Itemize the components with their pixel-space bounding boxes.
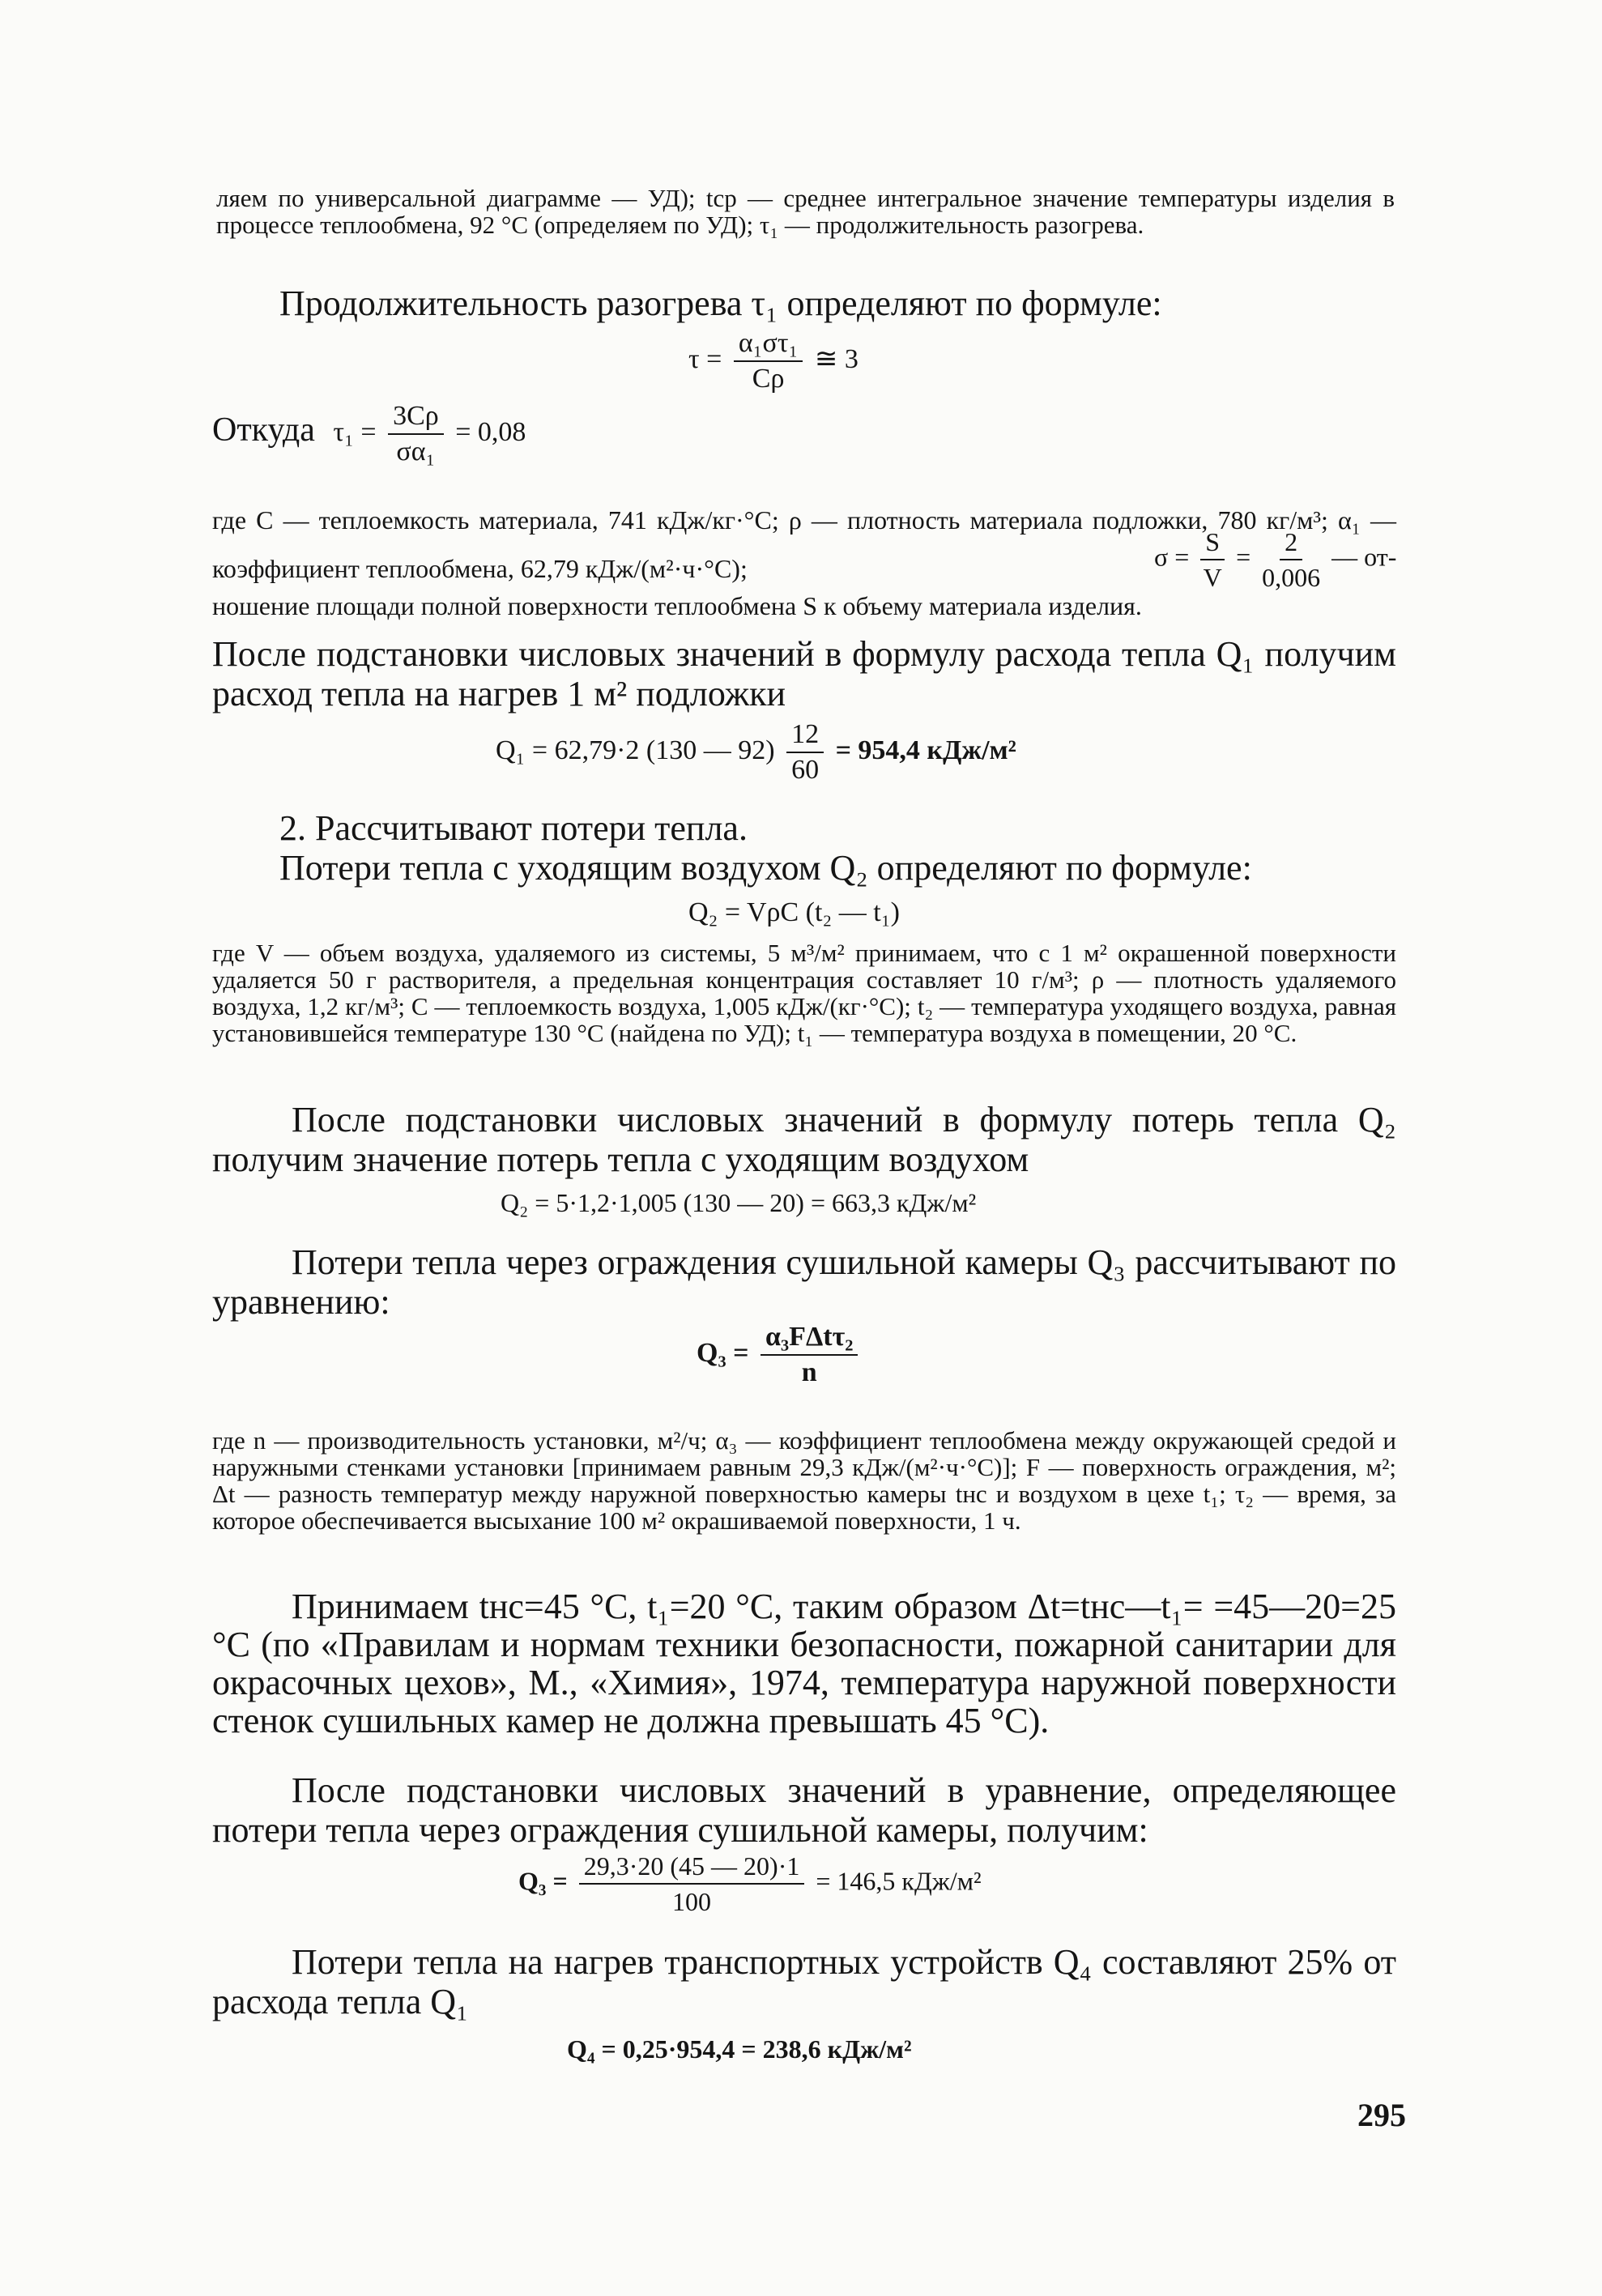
formula-q3-value-lhs: Q₃ = (518, 1866, 568, 1896)
formula-sigma-rhs: — от- (1331, 542, 1397, 572)
formula-tau-lhs: τ = (688, 343, 722, 374)
formula-q3-value-fraction (579, 1851, 805, 1917)
formula-tau1-lhs: τ₁ = (333, 416, 377, 447)
formula-q3 (697, 1322, 863, 1388)
formula-q3-value-denominator: 100 (672, 1887, 712, 1916)
formula-sigma-fraction-1 (1200, 526, 1225, 593)
formula-q3-value-numerator: 29,3·20 (45 — 20)·1 (579, 1851, 805, 1885)
formula-q1-denominator: 60 (791, 755, 820, 785)
formula-tau1-denominator: σα₁ (396, 437, 436, 466)
formula-q3-value (518, 1851, 982, 1917)
formula-sigma-num-2: 2 (1280, 526, 1302, 560)
formula-tau-fraction (734, 328, 803, 394)
formula-sigma-lhs: σ = (1154, 542, 1190, 572)
paragraph-q4-text: Потери тепла на нагрев транспортных устройств Q₄ составляют 25% от расхода тепла Q₁ (212, 1942, 1396, 2021)
formula-tau-numerator: α₁στ₁ (734, 328, 803, 362)
paragraph-where-1b: ношение площади полной поверхности теплообмена S к объему материала изделия. (212, 591, 1142, 620)
formula-tau-rhs: ≅ 3 (814, 343, 859, 374)
formula-tau1-fraction (388, 401, 444, 467)
formula-q2-value: Q₂ = 5·1,2·1,005 (130 — 20) = 663,3 кДж/м² (501, 1188, 977, 1217)
paragraph-after-sub-3 (212, 1770, 1396, 1850)
paragraph-tau-intro: Продолжительность разогрева τ₁ определяют по формуле: (279, 283, 1162, 323)
formula-q1 (496, 719, 1016, 786)
formula-q3-numerator: α₃FΔtτ₂ (761, 1322, 858, 1356)
formula-tau1-rhs: = 0,08 (455, 416, 526, 447)
formula-q1-rhs: = 954,4 кДж/м² (835, 735, 1016, 765)
paragraph-q3-intro (212, 1242, 1396, 1322)
formula-sigma-den-1: V (1203, 563, 1222, 592)
formula-q1-fraction (786, 719, 824, 786)
formula-q3-lhs: Q₃ = (697, 1337, 749, 1368)
formula-q1-lhs: Q₁ = 62,79·2 (130 — 92) (496, 735, 775, 765)
paragraph-accept-text: Принимаем tнс=45 °С, t₁=20 °С, таким образом Δt=tнс—t₁= =45—20=25 °С (по «Правилам и нормам техники безопасности, пожарной санитарии для окрасочных цехов», М., «Химия», 1974, температура наружной поверхности стенок сушильных камер не должна превышать 45 °С). (212, 1587, 1396, 1740)
formula-tau1-prefix: Откуда (212, 411, 315, 449)
step-2-heading: 2. Рассчитывают потери тепла. (279, 808, 748, 848)
formula-sigma-den-2: 0,006 (1262, 563, 1321, 592)
formula-q3-value-rhs: = 146,5 кДж/м² (816, 1866, 982, 1896)
formula-tau-denominator: Cρ (752, 364, 785, 394)
paragraph-q3-intro-text: Потери тепла через ограждения сушильной камеры Q₃ рассчитывают по уравнению: (212, 1242, 1396, 1322)
paragraph-where-2: где V — объем воздуха, удаляемого из системы, 5 м³/м² принимаем, что с 1 м² окрашенной поверхности удаляется 50 г растворителя, а предельная концентрация составляет 10 г/м³; ρ — плотность удаляемого воздуха, 1,2 кг/м³; C — теплоемкость воздуха, 1,005 кДж/(кг·°С); t₂ — температура уходящего воздуха, равная установившейся температуре 130 °С (найдена по УД); t₁ — температура воздуха в помещении, 20 °С. (212, 939, 1396, 1047)
formula-q3-fraction (761, 1322, 858, 1388)
formula-tau (688, 328, 859, 394)
paragraph-after-sub-3-text: После подстановки числовых значений в уравнение, определяющее потери тепла через ограждения сушильной камеры, получим: (212, 1770, 1396, 1850)
paragraph-where-1a: где C — теплоемкость материала, 741 кДж/кг·°С; ρ — плотность материала подложки, 780 кг/м³; α₁ — коэффициент теплообмена, 62,79 кДж/(м²·ч·°С); (212, 505, 1396, 583)
paragraph-after-sub-2 (212, 1100, 1396, 1179)
formula-sigma-fraction-2 (1262, 526, 1320, 593)
formula-sigma-eq: = (1236, 542, 1251, 572)
paragraph-top: ляем по универсальной диаграмме — УД); tср — среднее интегральное значение температуры изделия в процессе теплообмена, 92 °С (определяем по УД); τ₁ — продолжительность разогрева. (216, 184, 1395, 239)
paragraph-where-3: где n — производительность установки, м²/ч; α₃ — коэффициент теплообмена между окружающей средой и наружными стенками установки [принимаем равным 29,3 кДж/(м²·ч·°С)]; F — поверхность ограждения, м²; Δt — разность температур между наружной поверхностью камеры tнс и воздухом в цехе t₁; τ₂ — время, за которое обеспечивается высыхание 100 м² окрашиваемой поверхности, 1 ч. (212, 1426, 1396, 1535)
paragraph-accept (212, 1587, 1396, 1740)
formula-tau1 (212, 401, 526, 467)
formula-tau1-numerator: 3Cρ (388, 401, 444, 435)
page-number: 295 (1357, 2097, 1406, 2133)
paragraph-after-sub-1-text: После подстановки числовых значений в формулу расхода тепла Q₁ получим расход тепла на нагрев 1 м² подложки (212, 634, 1396, 714)
formula-q1-numerator: 12 (786, 719, 824, 753)
formula-q3-denominator: n (801, 1357, 817, 1387)
formula-q4: Q₄ = 0,25·954,4 = 238,6 кДж/м² (567, 2034, 912, 2064)
formula-sigma-num-1: S (1200, 526, 1225, 560)
formula-sigma (1154, 526, 1396, 593)
paragraph-q4 (212, 1942, 1396, 2021)
paragraph-after-sub-2-text: После подстановки числовых значений в формулу потерь тепла Q₂ получим значение потерь тепла с уходящим воздухом (212, 1100, 1396, 1179)
formula-q2: Q₂ = VρC (t₂ — t₁) (688, 897, 900, 927)
paragraph-q2-intro: Потери тепла с уходящим воздухом Q₂ определяют по формуле: (279, 848, 1252, 888)
paragraph-after-sub-1 (212, 634, 1396, 714)
